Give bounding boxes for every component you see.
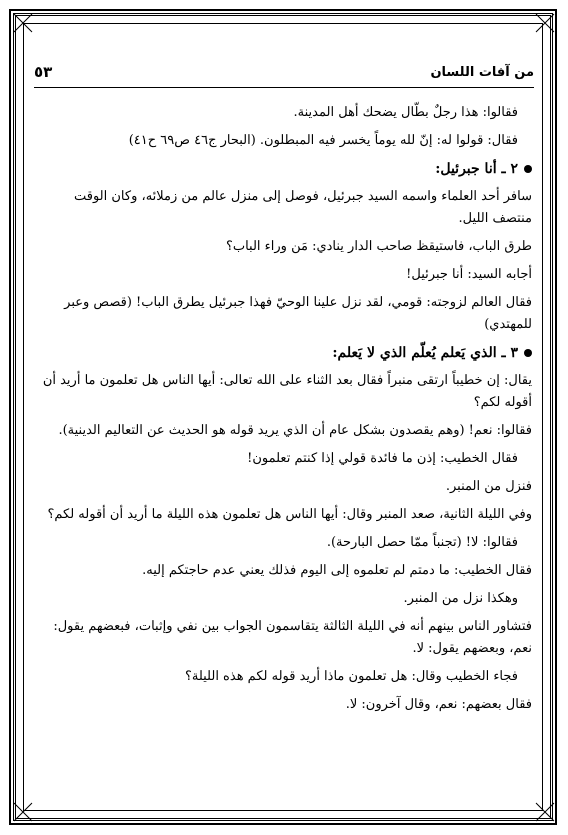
paragraph: فنزل من المنبر. (445, 479, 532, 494)
section-heading (42, 342, 532, 364)
paragraph: طرق الباب، فاستيقظ صاحب الدار ينادي: مَن وراء الباب؟ (225, 239, 532, 254)
header-rule (34, 87, 534, 88)
page-header (34, 65, 534, 89)
paragraph: وفي الليلة الثانية، صعد المنبر وقال: أيها الناس هل تعلمون هذه الليلة ما أريد أن أقوله لكم؟ (47, 507, 532, 522)
paragraph: أجابه السيد: أنا جبرئيل! (406, 267, 532, 282)
paragraph: فقالوا: نعم! (وهم يقصدون بشكل عام أن الذي يريد قوله هو الحديث عن التعاليم الدينية). (58, 423, 532, 438)
paragraph: فقال بعضهم: نعم، وقال آخرون: لا. (345, 697, 532, 712)
paragraph: فقالوا: لا! (تجنباً ممّا حصل البارحة). (326, 535, 518, 550)
page-number: ٥٣ (34, 63, 53, 81)
page-body (42, 102, 532, 722)
paragraph: فقالوا: هذا رجلٌ بطّال يضحك أهل المدينة. (293, 105, 518, 120)
paragraph: فجاء الخطيب وقال: هل تعلمون ماذا أريد قوله لكم هذه الليلة؟ (184, 669, 518, 684)
paragraph: فقال الخطيب: ما دمتم لم تعلموه إلى اليوم فذلك يعني عدم حاجتكم إليه. (142, 563, 532, 578)
paragraph: فقال العالم لزوجته: قومي، لقد نزل علينا الوحيّ فهذا جبرئيل يطرق الباب! (قصص وعبر للمهتدي) (64, 295, 532, 332)
paragraph: وهكذا نزل من المنبر. (403, 591, 518, 606)
paragraph: فقال: قولوا له: إنّ لله يوماً يخسر فيه المبطلون. (البحار ج٤٦ ص٦٩ ح٤١) (128, 133, 518, 148)
bullet-icon (524, 349, 532, 357)
section-heading-text: ٢ ـ أنا جبرئيل: (435, 161, 518, 177)
paragraph: فقال الخطيب: إذن ما فائدة قولي إذا كنتم تعلمون! (247, 451, 518, 466)
running-title: من آفات اللسان (430, 65, 534, 80)
bullet-icon (524, 165, 532, 173)
section-heading (42, 158, 532, 180)
paragraph: يقال: إن خطيباً ارتقى منبراً فقال بعد الثناء على الله تعالى: أيها الناس هل تعلمون ما أريد أن أقوله لكم؟ (42, 373, 532, 410)
paragraph: سافر أحد العلماء واسمه السيد جبرئيل، فوصل إلى منزل عالم من زملائه، وكان الوقت منتصف الليل. (73, 189, 532, 226)
section-heading-text: ٣ ـ الذي يَعلم يُعلّم الذي لا يَعلم: (332, 345, 518, 361)
paragraph: فتشاور الناس بينهم أنه في الليلة الثالثة يتقاسمون الجواب بين نفي وإثبات، فبعضهم يقول: نعم، وبعضهم يقول: لا. (53, 619, 532, 656)
